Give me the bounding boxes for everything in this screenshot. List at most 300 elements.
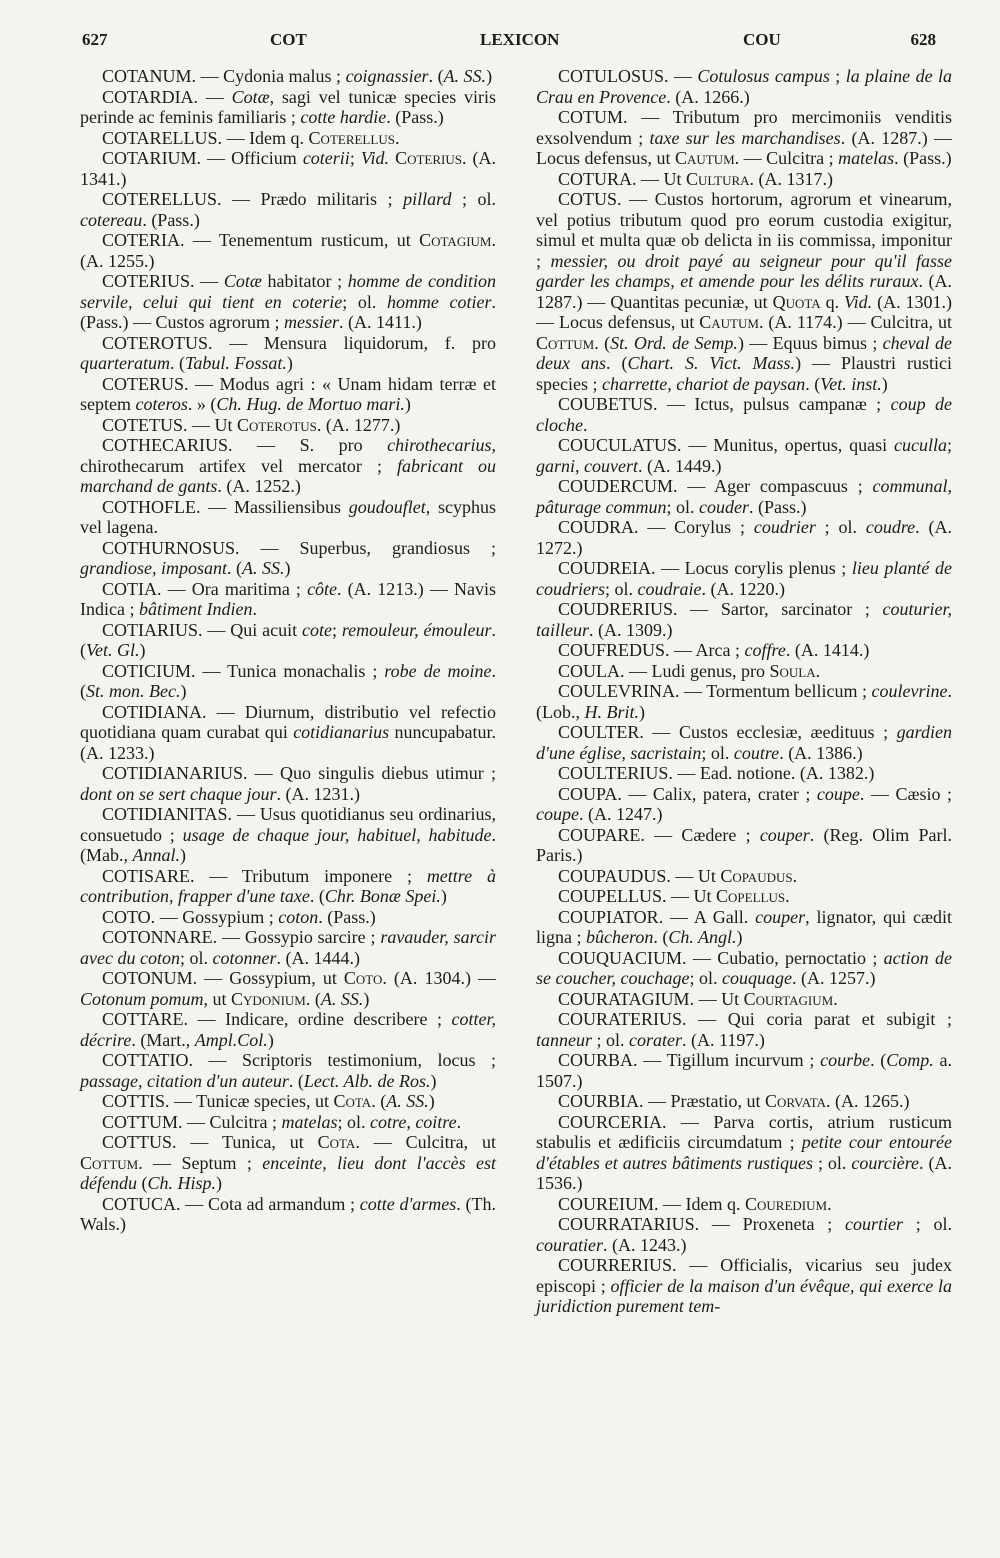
italic-text: St. mon. Bec.: [86, 681, 181, 701]
dictionary-entry: [536, 825, 952, 866]
italic-text: A. SS.: [386, 1091, 429, 1111]
entry-text: — Scriptoris testimonium, locus ;: [193, 1050, 496, 1070]
entry-text: ; ol.: [666, 496, 699, 517]
cross-reference: Cota: [333, 1091, 372, 1111]
italic-text: coffre: [744, 640, 786, 660]
entry-text: . — Culcitra, ut: [355, 1132, 496, 1152]
dictionary-entry: [536, 989, 952, 1010]
italic-text: Ch. Hug. de Mortuo mari.: [216, 394, 405, 414]
dictionary-entry: [80, 702, 496, 764]
dictionary-entry: [80, 804, 496, 866]
italic-text: usage de chaque jour, habituel, habitude: [182, 824, 492, 845]
entry-text: . (Pass.): [894, 148, 952, 168]
entry-text: . (A. 1341.): [80, 148, 496, 189]
entry-text: .: [833, 988, 838, 1009]
headword: COTURA.: [558, 168, 637, 189]
entry-text: — Gossypium, ut: [197, 968, 344, 988]
entry-text: ) — Plaustri rustici species ;: [536, 353, 952, 394]
italic-text: quarteratum: [80, 353, 170, 373]
entry-text: — Idem q.: [222, 127, 309, 148]
headword: COTO.: [102, 906, 156, 927]
entry-text: ;: [829, 66, 846, 86]
dictionary-entry: [536, 107, 952, 169]
headword: COUDERCUM.: [558, 476, 678, 496]
entry-text: , lignator, qui cædit ligna ;: [536, 906, 952, 947]
entry-text: . (: [594, 332, 611, 353]
headword: COULEVRINA.: [558, 681, 680, 701]
dictionary-entry: [80, 661, 496, 702]
italic-text: Chr. Bonæ Spei.: [324, 886, 441, 906]
headword: COURCERIA.: [558, 1111, 667, 1132]
cross-reference: Courtagium: [743, 988, 834, 1009]
entry-text: . (A. 1386.): [779, 742, 863, 763]
dictionary-entry: [80, 579, 496, 620]
entry-text: ;: [946, 435, 952, 455]
dictionary-entry: [536, 189, 952, 394]
headword: COTERUS.: [102, 373, 189, 394]
dictionary-entry: [536, 763, 952, 784]
cross-reference: Cautum: [699, 312, 759, 332]
italic-text: couratier: [536, 1234, 603, 1255]
dictionary-entry: [536, 66, 952, 107]
cross-reference: Copellus: [716, 886, 786, 906]
entry-text: — Cota ad armandum ;: [180, 1193, 360, 1214]
italic-text: Vet. Gl.: [86, 640, 140, 660]
cross-reference: Coterotus: [237, 414, 317, 435]
entry-text: — Proxeneta ;: [699, 1214, 846, 1234]
italic-text: bûcheron: [586, 927, 654, 947]
dictionary-entry: [536, 1050, 952, 1091]
entry-text: , scyphus vel lagena.: [80, 496, 496, 537]
entry-text: ; ol.: [342, 291, 387, 312]
entry-text: — Tenementum rusticum, ut: [184, 230, 420, 250]
italic-text: messier, ou droit payé au seigneur pour qu'il fasse garder les champs, et amende pour les délits ruraux: [536, 250, 952, 291]
headword: COTIDIANITAS.: [102, 804, 233, 824]
entry-text: — Tunicæ species, ut: [169, 1091, 334, 1111]
headword: COUFREDUS.: [558, 640, 670, 660]
headword: COTUS.: [558, 189, 622, 209]
entry-text: ; ol.: [451, 189, 496, 209]
entry-text: ): [486, 66, 493, 86]
cross-reference: Quota: [772, 291, 821, 312]
italic-text: cheval de deux ans: [536, 332, 952, 373]
entry-text: . (A. 1197.): [682, 1029, 765, 1050]
italic-text: coupe: [816, 783, 860, 804]
entry-text: . (Mart.,: [131, 1029, 195, 1050]
headword: COTISARE.: [102, 865, 195, 886]
cross-reference: Cotagium: [419, 230, 492, 250]
headword: COTIDIANARIUS.: [102, 763, 248, 783]
entry-text: ): [284, 558, 291, 578]
entry-text: ): [363, 988, 370, 1009]
headword: COTARELLUS.: [102, 127, 223, 148]
entry-text: ): [881, 373, 888, 394]
dictionary-entry: [536, 1194, 952, 1215]
left-column: [80, 66, 496, 1235]
entry-text: — Ictus, pulsus campanæ ;: [657, 394, 891, 414]
headword: COTERIA.: [102, 230, 185, 250]
headword: COUPAUDUS.: [558, 865, 671, 886]
entry-text: ): [267, 1029, 274, 1050]
entry-text: a. 1507.): [536, 1050, 952, 1091]
left-guide-word: COT: [270, 30, 307, 49]
dictionary-entry: [536, 558, 952, 599]
headword: COURBA.: [558, 1050, 638, 1070]
entry-text: — Tributum pro mercimoniis venditis exsolvendum ;: [536, 107, 952, 148]
entry-text: ) — Equus bimus ;: [737, 332, 883, 353]
entry-text: .: [792, 865, 798, 886]
headword: COUPA.: [558, 783, 622, 804]
dictionary-entry: [80, 968, 496, 1009]
headword: COTIARIUS.: [102, 619, 203, 640]
entry-text: — Diurnum, distributio vel refectio quotidiana quam curabat qui: [80, 701, 496, 742]
entry-text: — A Gall.: [663, 906, 756, 927]
italic-text: mettre à contribution, frapper d'une taxe: [80, 865, 496, 906]
italic-text: matelas: [838, 148, 895, 168]
entry-text: . (A. 1257.): [791, 968, 876, 988]
italic-text: Comp.: [886, 1050, 934, 1070]
cross-reference: Coterellus: [308, 127, 395, 148]
entry-text: . (A. 1277.): [316, 414, 401, 435]
header-title: LEXICON: [480, 30, 560, 49]
headword: COTUM.: [558, 107, 628, 127]
entry-text: . (A. 1243.): [603, 1234, 687, 1255]
headword: COURRERIUS.: [558, 1255, 677, 1275]
entry-text: — Ead. notione. (A. 1382.): [672, 763, 875, 783]
entry-text: . (: [80, 660, 496, 701]
entry-text: .: [827, 1193, 832, 1214]
headword: COTICIUM.: [102, 660, 196, 681]
entry-text: . (A. 1265.): [826, 1091, 910, 1111]
italic-text: passage, citation d'un auteur: [80, 1070, 289, 1091]
entry-text: — Gossypio sarcire ;: [217, 927, 381, 947]
entry-text: . (A. 1247.): [578, 804, 663, 824]
italic-text: côte: [307, 578, 338, 599]
dictionary-entry: [80, 66, 496, 87]
entry-text: . (A. 1411.): [339, 312, 422, 332]
headword: COTONNARE.: [102, 927, 218, 947]
headword: COTTUM.: [102, 1111, 183, 1132]
entry-text: . (A. 1449.): [637, 455, 722, 476]
entry-text: . (Mab.,: [80, 824, 496, 865]
italic-text: tanneur: [536, 1029, 592, 1050]
italic-text: matelas: [281, 1111, 338, 1132]
entry-text: — Locus corylis plenus ;: [655, 558, 852, 578]
dictionary-entry: [536, 866, 952, 887]
headword: COTONUM.: [102, 968, 198, 988]
italic-text: coulevrine: [871, 681, 948, 701]
entry-text: . (A. 1317.): [749, 168, 834, 189]
dictionary-entry: [536, 599, 952, 640]
italic-text: couturier, tailleur: [536, 599, 952, 640]
entry-text: . (: [227, 558, 243, 578]
italic-text: Ch. Hisp.: [147, 1173, 216, 1193]
italic-text: taxe sur les marchandises: [649, 127, 841, 148]
entry-text: ; ol.: [592, 1029, 630, 1050]
headword: COUDRA.: [558, 517, 639, 537]
headword: COURRATARIUS.: [558, 1214, 700, 1234]
entry-text: . (Pass.): [386, 107, 444, 127]
dictionary-entry: [80, 87, 496, 128]
entry-text: . (: [309, 886, 325, 906]
dictionary-entry: [80, 1112, 496, 1133]
cross-reference: Cydonium: [231, 988, 306, 1009]
dictionary-entry: [536, 661, 952, 682]
entry-text: — Arca ;: [669, 640, 745, 660]
entry-text: ): [736, 927, 743, 947]
entry-text: — Sartor, sarcinator ;: [677, 599, 883, 619]
italic-text: grandiose, imposant: [80, 558, 228, 578]
entry-text: . (A. 1266.): [666, 86, 750, 107]
dictionary-entry: [80, 230, 496, 271]
entry-text: .: [252, 599, 257, 619]
entry-text: . (: [371, 1091, 387, 1111]
italic-text: H. Brit.: [584, 701, 640, 722]
entry-text: . (A. 1272.): [536, 517, 952, 558]
entry-text: — Ut: [670, 865, 721, 886]
entry-text: . (: [288, 1070, 304, 1091]
italic-text: Tabul. Fossat.: [185, 353, 287, 373]
dictionary-entry: [536, 1255, 952, 1317]
dictionary-entry: [536, 907, 952, 948]
italic-text: cotter, décrire: [80, 1009, 496, 1050]
italic-text: coignassier: [345, 66, 429, 86]
headword: COUDRERIUS.: [558, 599, 678, 619]
cross-reference: Cottum: [80, 1152, 139, 1173]
cross-reference: Copaudus: [720, 865, 793, 886]
entry-text: ): [404, 394, 411, 414]
dictionary-entry: [536, 948, 952, 989]
headword: COTEROTUS.: [102, 332, 213, 353]
italic-text: cotte hardie: [300, 107, 387, 127]
entry-text: ): [216, 1173, 222, 1193]
italic-text: coton: [278, 906, 319, 927]
dictionary-entry: [80, 415, 496, 436]
entry-text: — Indicare, ordine describere ;: [188, 1009, 452, 1029]
italic-text: coutre: [733, 742, 780, 763]
entry-text: » (: [192, 394, 217, 414]
entry-text: . (A. 1309.): [589, 619, 673, 640]
dictionary-entry: [80, 1194, 496, 1235]
entry-text: ; ol.: [903, 1214, 952, 1234]
headword: COTANUM.: [102, 66, 197, 86]
entry-text: habitator ;: [261, 271, 348, 291]
entry-text: — Usus quotidianus seu ordinarius, consuetudo ;: [80, 804, 496, 845]
italic-text: coterii: [302, 148, 350, 168]
italic-text: fabricant ou marchand de gants: [80, 455, 497, 496]
dictionary-entry: [80, 1132, 496, 1194]
entry-text: — Ut: [187, 414, 237, 435]
entry-text: — Tributum imponere ;: [194, 865, 427, 886]
entry-text: . (Th. Wals.): [80, 1193, 496, 1234]
italic-text: charrette, chariot de paysan: [601, 373, 806, 394]
dictionary-entry: [536, 476, 952, 517]
italic-text: enceinte, lieu dont l'accès est défendu: [80, 1152, 496, 1193]
dictionary-entry: [80, 271, 496, 333]
entry-text: ; ol.: [179, 947, 213, 968]
entry-text: ; ol.: [813, 1152, 852, 1173]
italic-text: couder: [699, 496, 749, 517]
entry-text: . — Culcitra ;: [734, 148, 839, 168]
italic-text: coupe: [536, 804, 579, 824]
headword: COTIA.: [102, 578, 162, 599]
dictionary-entry: [80, 374, 496, 415]
entry-text: ; ol.: [815, 517, 866, 537]
dictionary-entry: [80, 497, 496, 538]
italic-text: cotonner: [212, 947, 277, 968]
italic-text: la plaine de la Crau en Provence: [536, 66, 953, 107]
entry-text: — Ut: [636, 168, 687, 189]
entry-text: — Tunica monachalis ;: [195, 660, 385, 681]
headword: COUDREIA.: [558, 558, 656, 578]
dictionary-entry: [536, 1009, 952, 1050]
entry-text: , ut: [203, 988, 232, 1009]
entry-text: . (A. 1174.) — Culcitra, ut: [758, 312, 952, 332]
dictionary-entry: [80, 1009, 496, 1050]
entry-text: . (: [428, 66, 444, 86]
headword: COTARIUM.: [102, 148, 202, 168]
headword: COUQUACIUM.: [558, 947, 687, 968]
entry-text: — Cydonia malus ;: [196, 66, 346, 86]
entry-text: ): [430, 1070, 437, 1091]
entry-text: . (: [170, 353, 185, 373]
entry-text: . — Septum ;: [138, 1152, 263, 1173]
italic-text: lieu planté de coudriers: [536, 558, 952, 599]
entry-text: — Prædo militaris ;: [221, 189, 404, 209]
dictionary-entry: [80, 538, 496, 579]
italic-text: cotre, coitre: [370, 1111, 457, 1132]
dictionary-entry: [536, 886, 952, 907]
headword: COTERELLUS.: [102, 189, 222, 209]
entry-text: . — Cæsio ;: [859, 783, 952, 804]
italic-text: courbe: [820, 1050, 871, 1070]
headword: COURATERIUS.: [558, 1009, 687, 1029]
italic-text: goudouflet: [348, 496, 426, 517]
italic-text: ravauder, sarcir avec du coton: [80, 927, 496, 968]
entry-text: . (A. 1287.) — Quantitas pecuniæ, ut: [536, 271, 952, 312]
dictionary-entry: [536, 1091, 952, 1112]
dictionary-entry: [80, 435, 496, 497]
italic-text: messier: [284, 312, 339, 332]
entry-text: nuncupabatur. (A. 1233.): [80, 722, 496, 763]
italic-text: coudre: [865, 517, 916, 537]
entry-text: — Ut: [666, 886, 717, 906]
entry-text: — Gossypium ;: [155, 906, 279, 927]
entry-text: (: [136, 1173, 148, 1193]
italic-text: homme de condition servile, celui qui tient en coterie: [80, 271, 497, 312]
dictionary-entry: [80, 620, 496, 661]
entry-text: . (: [805, 373, 821, 394]
italic-text: Vid.: [844, 291, 873, 312]
italic-text: Cotæ: [223, 271, 262, 291]
cross-reference: Couredium: [745, 1193, 828, 1214]
entry-text: , sagi vel tunicæ species viris perinde ac feminis familiaris ;: [80, 86, 496, 127]
headword: COTHECARIUS.: [102, 435, 233, 455]
italic-text: Ch. Angl.: [668, 927, 737, 947]
italic-text: communal, pâturage commun: [536, 476, 952, 517]
entry-text: ;: [331, 619, 342, 640]
italic-text: Cotæ: [231, 86, 270, 107]
headword: COUCULATUS.: [558, 435, 682, 455]
italic-text: robe de moine: [384, 660, 492, 681]
italic-text: bâtiment Indien: [138, 599, 253, 619]
dictionary-entry: [536, 169, 952, 190]
entry-text: — Ora maritima ;: [161, 578, 308, 599]
dictionary-entry: [80, 128, 496, 149]
dictionary-entry: [80, 866, 496, 907]
entry-text: ): [639, 701, 646, 722]
cross-reference: Coto: [343, 968, 383, 988]
dictionary-entry: [80, 189, 496, 230]
dictionary-entry: [536, 681, 952, 722]
entry-text: . (A. 1414.): [785, 640, 870, 660]
italic-text: action de se coucher, couchage: [536, 947, 952, 988]
italic-text: pillard: [403, 189, 452, 209]
cross-reference: Corvata: [765, 1091, 827, 1111]
entry-text: . (Pass.): [748, 496, 807, 517]
entry-text: — Ludi genus, pro: [624, 660, 770, 681]
headword: COTULOSUS.: [558, 66, 669, 86]
entry-text: . (: [653, 927, 669, 947]
entry-text: .: [394, 127, 400, 148]
entry-text: ; ol.: [605, 578, 638, 599]
right-guide-word: COU: [743, 30, 781, 49]
entry-text: . (A. 1213.) — Navis Indica ;: [80, 578, 497, 619]
entry-text: ; ol.: [689, 968, 722, 988]
italic-text: Vid.: [360, 148, 390, 168]
entry-text: — Officium: [201, 148, 303, 168]
dictionary-entry: [536, 1112, 952, 1194]
entry-text: . (A. 1252.): [217, 476, 301, 496]
italic-text: officier de la maison d'un évêque, qui exerce la juridiction purement tem-: [536, 1275, 952, 1316]
italic-text: couper: [759, 824, 810, 845]
italic-text: cotereau: [80, 209, 143, 230]
entry-text: — Idem q.: [658, 1193, 745, 1214]
entry-text: . (: [305, 988, 321, 1009]
entry-text: ; ol.: [701, 742, 734, 763]
entry-text: — Calix, patera, crater ;: [621, 783, 817, 804]
entry-text: ): [286, 353, 293, 373]
italic-text: Vet. inst.: [820, 373, 882, 394]
dictionary-entry: [80, 907, 496, 928]
entry-text: — Tigillum incurvum ;: [637, 1050, 821, 1070]
entry-text: .: [815, 660, 821, 681]
headword: COULTER.: [558, 722, 644, 742]
right-column: [536, 66, 952, 1317]
entry-text: . (A. 1536.): [536, 1152, 952, 1193]
entry-text: . (A. 1304.) —: [382, 968, 496, 988]
entry-text: —: [194, 271, 224, 291]
entry-text: . (A. 1255.): [80, 230, 496, 271]
entry-text: — Cædere ;: [644, 824, 760, 845]
headword: COUREIUM.: [558, 1193, 659, 1214]
entry-text: . (A. 1220.): [701, 578, 785, 599]
entry-text: — Massiliensibus: [200, 496, 349, 517]
entry-text: . (Reg. Olim Parl. Paris.): [536, 824, 952, 865]
italic-text: garni, couvert: [536, 455, 638, 476]
dictionary-entry: [536, 722, 952, 763]
headword: COTTIS.: [102, 1091, 170, 1111]
italic-text: courtier: [845, 1214, 904, 1234]
italic-text: Chart. S. Vict. Mass.: [627, 353, 796, 373]
right-page-number: 628: [910, 30, 936, 49]
entry-text: . (Lob.,: [536, 681, 952, 722]
italic-text: cotte d'armes: [359, 1193, 457, 1214]
italic-text: A. SS.: [443, 66, 487, 86]
headword: COTETUS.: [102, 414, 188, 435]
headword: COTARDIA.: [102, 86, 199, 107]
headword: COURATAGIUM.: [558, 988, 695, 1009]
